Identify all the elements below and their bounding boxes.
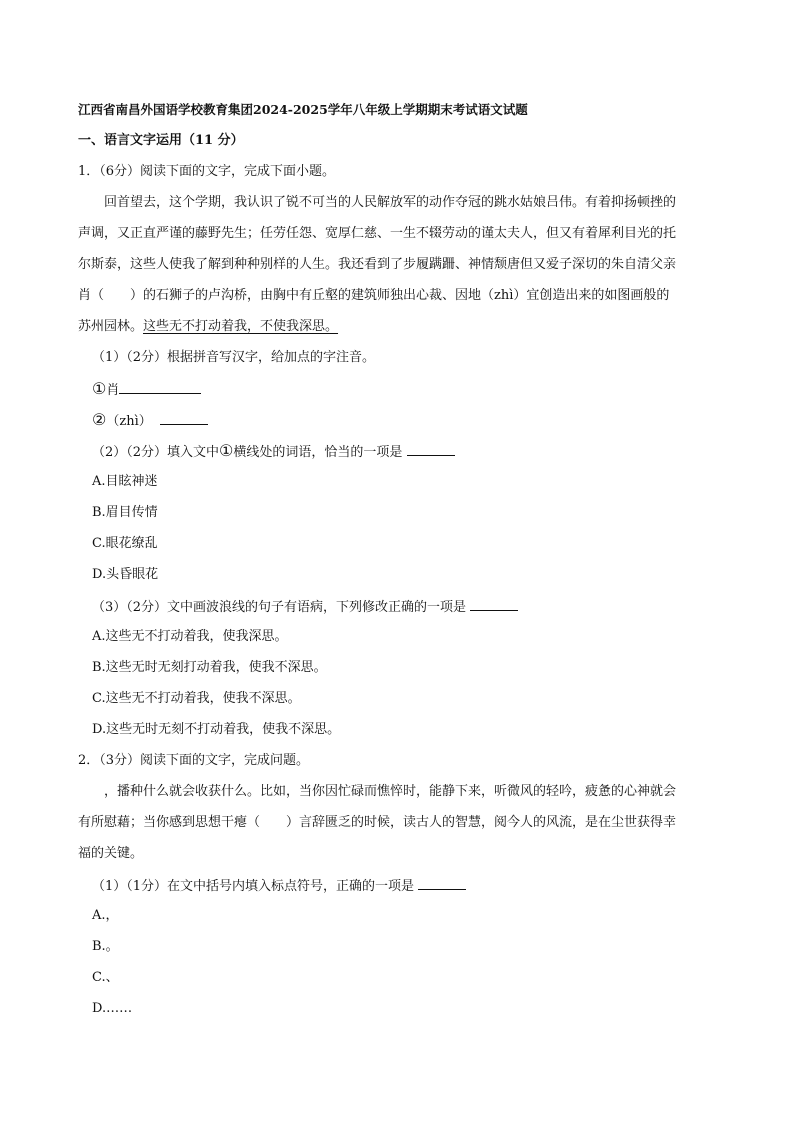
passage-2-line-2: 有所慰藉；当你感到思想干瘪（ ）言辞匮乏的时候，读古人的智慧，阅今人的风流，是在尘世获得幸 bbox=[78, 815, 677, 830]
option-2-1-c: C.、 bbox=[92, 970, 119, 985]
passage-2-line-3: 福的关键。 bbox=[78, 846, 144, 861]
option-1-2-b: B.眉目传情 bbox=[92, 505, 158, 520]
passage-1-line-3: 尔斯泰，这些人使我了解到种种别样的人生。我还看到了步履蹒跚、神情颓唐但又爱子深切的朱自清父亲 bbox=[78, 257, 677, 272]
passage-1-line-1: 回首望去，这个学期，我认识了锐不可当的人民解放军的动作夺冠的跳水姑娘吕伟。有着抑扬顿挫的 bbox=[104, 195, 677, 210]
option-2-1-d: D.…… bbox=[92, 1001, 133, 1016]
option-2-1-a: A.， bbox=[92, 908, 119, 923]
answer-line-a bbox=[92, 380, 201, 400]
option-1-2-a: A.目眩神迷 bbox=[92, 474, 158, 489]
exam-title: 江西省南昌外国语学校教育集团2024-2025学年八年级上学期期末考试语文试题 bbox=[78, 102, 528, 117]
sub-question-1-1-stem: （1）（2分）根据拼音写汉字，给加点的字注音。 bbox=[92, 350, 376, 365]
answer-blank-1-3[interactable] bbox=[470, 597, 518, 611]
answer-blank-1-2[interactable] bbox=[407, 442, 455, 456]
option-1-3-d: D.这些无时无刻不打动着我，使我不深思。 bbox=[92, 722, 341, 737]
sub-question-1-2-stem-post: 横线处的词语，恰当的一项是 bbox=[233, 445, 403, 460]
answer-blank-b[interactable] bbox=[160, 411, 208, 425]
wavy-underlined-sentence: 这些无不打动着我，不使我深思。 bbox=[143, 319, 339, 334]
sub-question-1-2-stem bbox=[92, 442, 455, 462]
circled-number-2: ② bbox=[92, 410, 107, 429]
sub-question-2-1-stem bbox=[92, 876, 466, 896]
passage-2-line-1: ，播种什么就会收获什么。比如，当你因忙碌而憔悴时，能静下来，听微风的轻吟，疲惫的心神就会 bbox=[104, 784, 677, 799]
answer-line-a-text: 肖 bbox=[106, 383, 120, 398]
sub-question-1-3-stem bbox=[92, 597, 518, 617]
passage-1-line-4: 肖（ ）的石狮子的卢沟桥，由胸中有丘壑的建筑师独出心裁、因地（zhì）宜创造出来的如图画般的 bbox=[78, 288, 670, 303]
sub-question-1-2-stem-pre: （2）（2分）填入文中 bbox=[92, 445, 220, 460]
answer-blank-a[interactable] bbox=[119, 380, 201, 394]
sub-question-1-3-stem-text: （3）（2分）文中画波浪线的句子有语病，下列修改正确的一项是 bbox=[92, 600, 467, 615]
passage-1-line-2: 声调，又正直严谨的藤野先生；任劳任怨、宽厚仁慈、一生不辍劳动的谨太夫人，但又有着犀利目光的托 bbox=[78, 226, 677, 241]
passage-1-line-5-text: 苏州园林。 bbox=[78, 319, 144, 334]
answer-line-b bbox=[92, 411, 208, 431]
section-heading: 一、语言文字运用（11 分） bbox=[78, 133, 244, 148]
question-2-stem: 2．（3分）阅读下面的文字，完成问题。 bbox=[78, 753, 310, 768]
option-1-2-c: C.眼花缭乱 bbox=[92, 536, 158, 551]
answer-blank-2-1[interactable] bbox=[418, 876, 466, 890]
question-1-stem: 1．（6分）阅读下面的文字，完成下面小题。 bbox=[78, 164, 336, 179]
option-1-3-c: C.这些无不打动着我，使我不深思。 bbox=[92, 691, 301, 706]
passage-1-line-5 bbox=[78, 318, 338, 336]
option-1-3-b: B.这些无时无刻打动着我，使我不深思。 bbox=[92, 660, 327, 675]
option-1-2-d: D.头昏眼花 bbox=[92, 567, 159, 582]
option-2-1-b: B.。 bbox=[92, 939, 119, 954]
answer-line-b-text: （zhì） bbox=[106, 414, 152, 429]
sub-question-2-1-stem-text: （1）（1分）在文中括号内填入标点符号，正确的一项是 bbox=[92, 879, 415, 894]
option-1-3-a: A.这些无不打动着我，使我深思。 bbox=[92, 629, 288, 644]
circled-number-1: ① bbox=[92, 379, 107, 398]
circled-number-1-ref: ① bbox=[219, 441, 234, 460]
